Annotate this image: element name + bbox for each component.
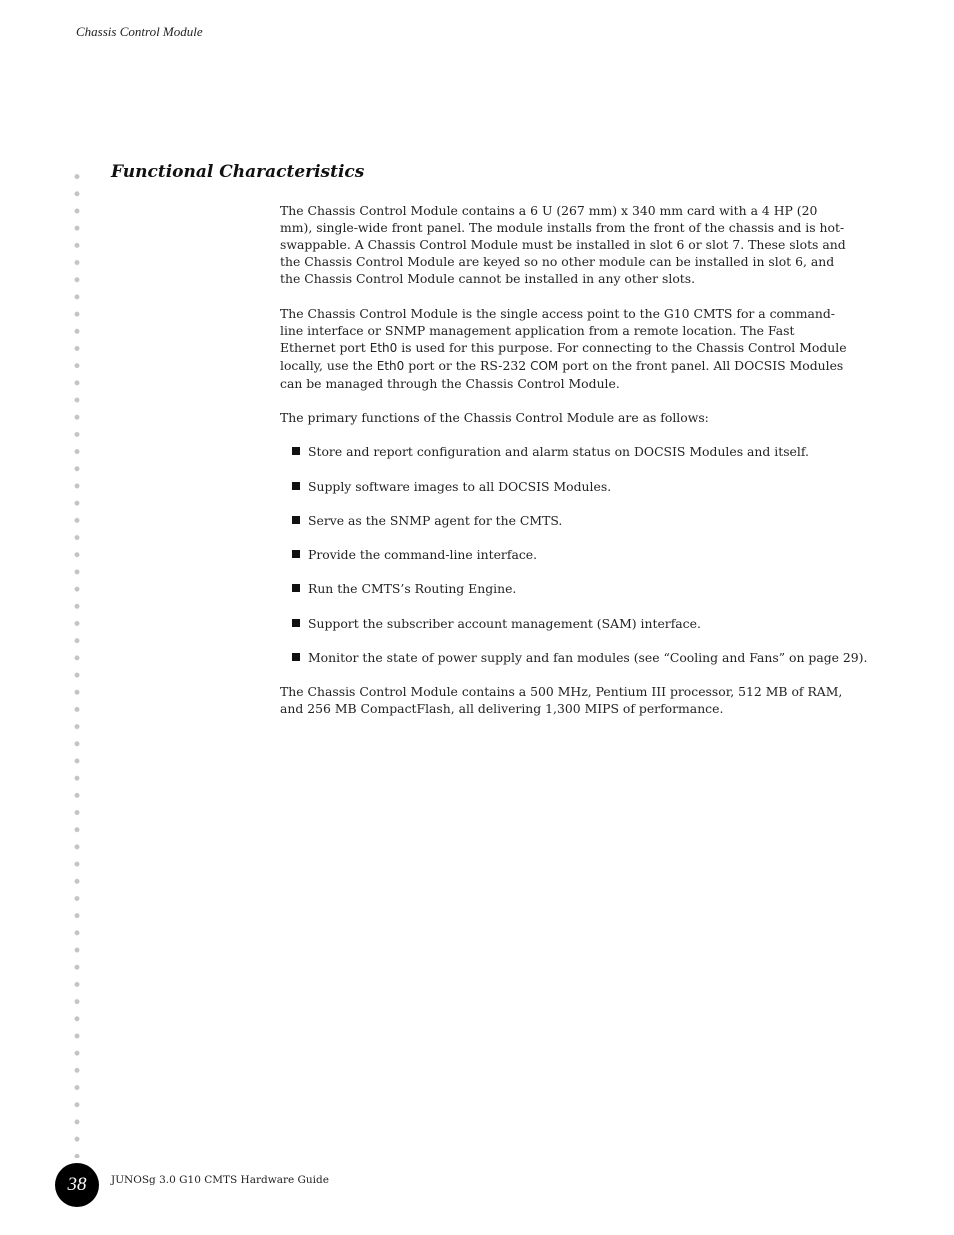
list-item xyxy=(280,443,850,460)
paragraph-functions-intro: The primary functions of the Chassis Control Module are as follows: xyxy=(280,410,709,426)
paragraph-access-point xyxy=(280,305,850,392)
square-bullet-icon xyxy=(292,447,300,455)
list-item-text: Run the CMTS’s Routing Engine. xyxy=(308,581,517,597)
page-number: 38 xyxy=(67,1174,87,1195)
square-bullet-icon xyxy=(292,584,300,592)
list-item-text: Provide the command-line interface. xyxy=(308,547,538,563)
list-item-text: Monitor the state of power supply and fan modules (see “Cooling and Fans” on page 29). xyxy=(308,650,868,665)
list-item xyxy=(280,512,850,529)
port-name-com: COM xyxy=(530,358,559,373)
section-title: Functional Characteristics xyxy=(111,162,365,182)
port-name-eth0: Eth0 xyxy=(376,358,405,373)
margin-dot-rule xyxy=(74,168,80,1158)
list-item xyxy=(280,615,850,632)
footer-guide-title: JUNOSg 3.0 G10 CMTS Hardware Guide xyxy=(111,1174,329,1186)
text-fragment: is used for this purpose. For connecting to the Chassis Control Module locally, use the xyxy=(280,339,847,373)
square-bullet-icon xyxy=(292,482,300,490)
square-bullet-icon xyxy=(292,516,300,524)
list-item xyxy=(280,478,850,495)
list-item xyxy=(280,580,850,597)
list-item-text: Support the subscriber account management (SAM) interface. xyxy=(308,615,701,631)
list-item-text: Supply software images to all DOCSIS Modules. xyxy=(308,478,612,494)
list-item-text: Store and report configuration and alarm status on DOCSIS Modules and itself. xyxy=(308,444,809,460)
body-content xyxy=(280,202,868,735)
text-fragment: port or the RS-232 xyxy=(404,357,531,373)
running-header: Chassis Control Module xyxy=(76,24,203,39)
list-item xyxy=(280,649,868,666)
page-number-badge xyxy=(55,1163,99,1207)
paragraph-performance: The Chassis Control Module contains a 500 MHz, Pentium III processor, 512 MB of RAM, and 256 MB CompactFlash, all delivering 1,300 MIPS of performance. xyxy=(280,684,843,717)
paragraph-module-specs: The Chassis Control Module contains a 6 U (267 mm) x 340 mm card with a 4 HP (20 mm), single-wide front panel. The module installs from the front of the chassis and is hot-swappable. A Chassis Control Module must be installed in slot 6 or slot 7. These slots and the Chassis Control Module are keyed so no other module can be installed in slot 6, and the Chassis Control Module cannot be installed in any other slots. xyxy=(280,203,846,287)
square-bullet-icon xyxy=(292,550,300,558)
list-item xyxy=(280,546,850,563)
square-bullet-icon xyxy=(292,619,300,627)
text-fragment: port on the front panel. All DOCSIS Modules can be managed through the Chassis Control Module. xyxy=(280,357,844,391)
port-name-eth0: Eth0 xyxy=(369,340,398,355)
text-fragment: The Chassis Control Module is the single access point to the G10 CMTS for a command-line interface or SNMP management application from a remote location. The Fast Ethernet port xyxy=(280,305,835,355)
function-list xyxy=(280,443,868,666)
list-item-text: Serve as the SNMP agent for the CMTS. xyxy=(308,512,563,528)
square-bullet-icon xyxy=(292,653,300,661)
